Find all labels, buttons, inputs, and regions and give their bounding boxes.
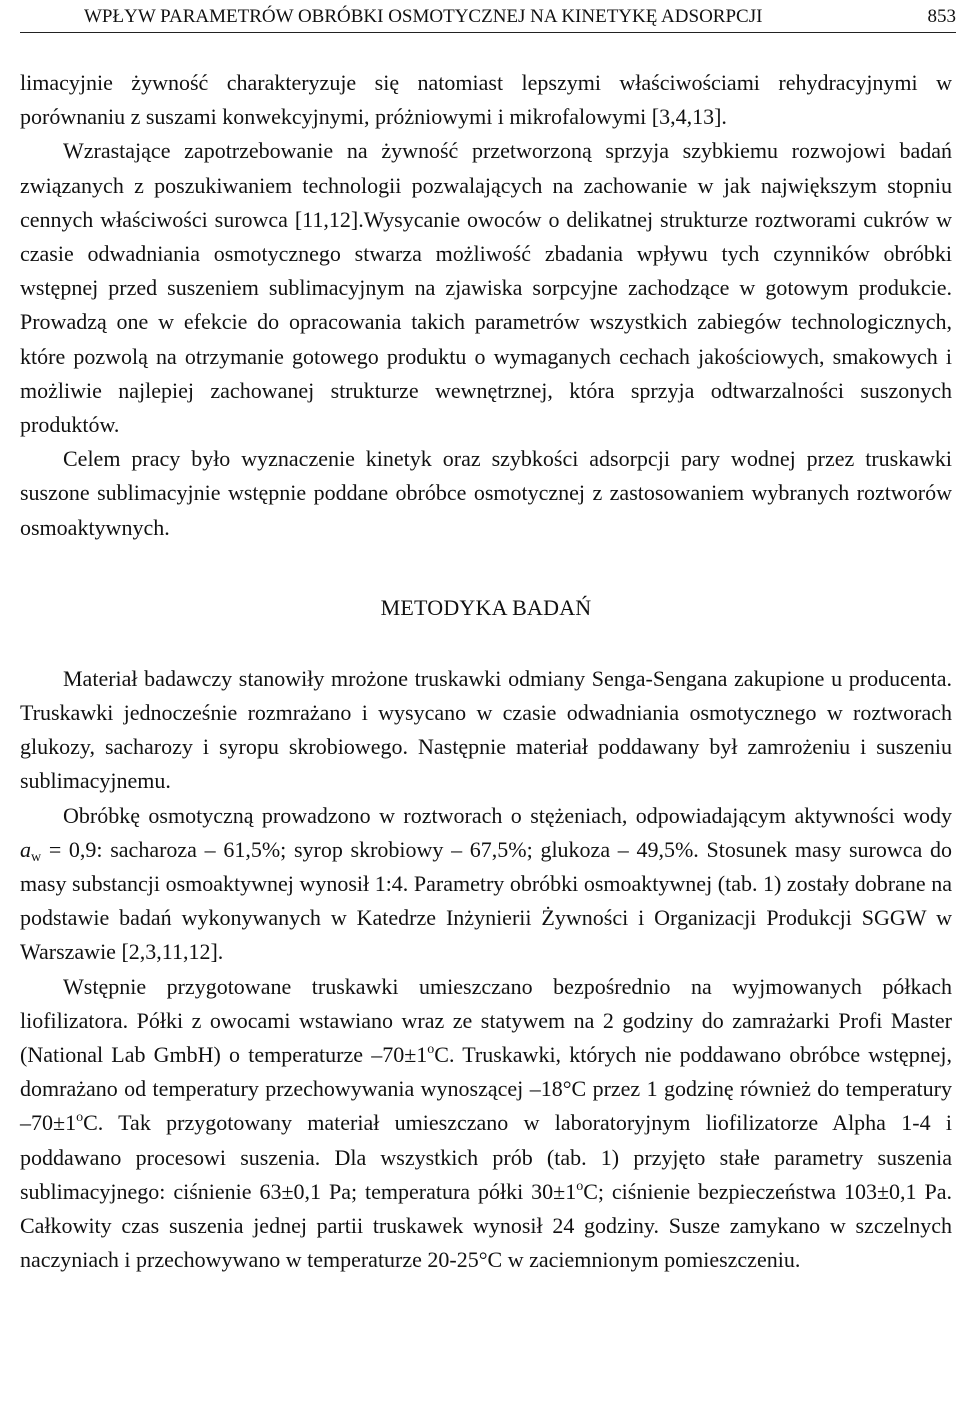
text-fragment: C. Truskawki, których nie poddawano obróbce wstępnej, domrażano od temperatury przechowywania wynoszącej –18°C przez 1 godzinę również do temperatury –70±1 [20, 1042, 952, 1136]
running-title: WPŁYW PARAMETRÓW OBRÓBKI OSMOTYCZNEJ NA KINETYKĘ ADSORPCJI [84, 6, 763, 27]
text-fragment: C; ciśnienie bezpieczeństwa 103±0,1 Pa. Całkowity czas suszenia jednej partii truskawek wynosił 24 godziny. Susze zamykano w szczelnych naczyniach i przechowywano w temperaturze 20-25°C w zaciemnionym pomieszczeniu. [20, 1178, 952, 1273]
running-header [20, 2, 956, 33]
paragraph-material: Materiał badawczy stanowiły mrożone truskawki odmiany Senga-Sengana zakupione u producenta. Truskawki jednocześnie rozmrażano i wysycano w czasie odwadniania osmotycznego w roztworach glukozy, sacharozy i syropu skrobiowego. Następnie materiał poddawany był zamrożeniu i suszeniu sublimacyjnemu. [20, 665, 952, 794]
paragraph-drying [20, 970, 952, 1278]
page-number: 853 [927, 6, 956, 27]
paragraph-osmotic-treatment [20, 799, 952, 970]
paragraph-aim: Celem pracy było wyznaczenie kinetyk oraz szybkości adsorpcji pary wodnej przez truskawki suszone sublimacyjnie wstępnie poddane obróbce osmotycznej z zastosowaniem wybranych roztworów osmoaktywnych. [20, 446, 952, 540]
text-fragment: C. Tak przygotowany materiał umieszczano w laboratoryjnym liofilizatorze Alpha 1-4 i poddawano procesowi suszenia. Dla wszystkich prób (tab. 1) przyjęto stałe parametry suszenia sublimacyjnego: ciśnienie 63±0,1 Pa; temperatura półki 30±1 [20, 1110, 952, 1204]
text-fragment: = 0,9: sacharoza – 61,5%; syrop skrobiowy – 67,5%; glukoza – 49,5%. Stosunek masy surowca do masy substancji osmoaktywnej wynosił 1:4. Parametry obróbki osmoaktywnej (tab. 1) zostały dobrane na podstawie badań wykonywanych w Katedrze Inżynierii Żywności i Organizacji Produkcji SGGW w Warszawie [2,3,11,12]. [20, 836, 952, 965]
section-heading-methods: METODYKA BADAŃ [380, 594, 592, 620]
body-text [20, 66, 952, 1278]
degree-superscript: o [576, 1178, 584, 1194]
paragraph-background: Wzrastające zapotrzebowanie na żywność przetworzoną sprzyja szybkiemu rozwojowi badań związanych z poszukiwaniem technologii pozwalających na zachowanie w jak największym stopniu cennych właściwości surowca [11,12].Wysycanie owoców o delikatnej strukturze roztworami cukrów w czasie odwadniania osmotycznego stwarza możliwość zbadania wpływu tych czynników obróbki wstępnej przed suszeniem sublimacyjnym na zjawiska sorpcyjne zachodzące w gotowym produkcie. Prowadzą one w efekcie do opracowania takich parametrów wszystkich zabiegów technologicznych, które pozwolą na otrzymanie gotowego produktu o wymaganych cechach jakościowych, smakowych i możliwie najlepiej zachowanej strukturze wewnętrznej, która sprzyja odtwarzalności suszonych produktów. [20, 138, 952, 438]
water-activity-symbol: a [20, 836, 31, 862]
degree-superscript: o [76, 1110, 84, 1126]
paragraph-continuation: limacyjnie żywność charakteryzuje się natomiast lepszymi właściwościami rehydracyjnymi w porównaniu z suszami konwekcyjnymi, próżniowymi i mikrofalowymi [3,4,13]. [20, 70, 952, 130]
text-fragment: Wstępnie przygotowane truskawki umieszczano bezpośrednio na wyjmowanych półkach liofilizatora. Półki z owocami wstawiano wraz ze statywem na 2 godziny do zamrażarki Profi Master (National Lab GmbH) o temperaturze –70±1 [20, 973, 952, 1068]
water-activity-subscript: w [31, 849, 42, 865]
degree-superscript: o [427, 1042, 435, 1058]
text-fragment: Obróbkę osmotyczną prowadzono w roztworach o stężeniach, odpowiadającym aktywności wody [63, 802, 952, 828]
